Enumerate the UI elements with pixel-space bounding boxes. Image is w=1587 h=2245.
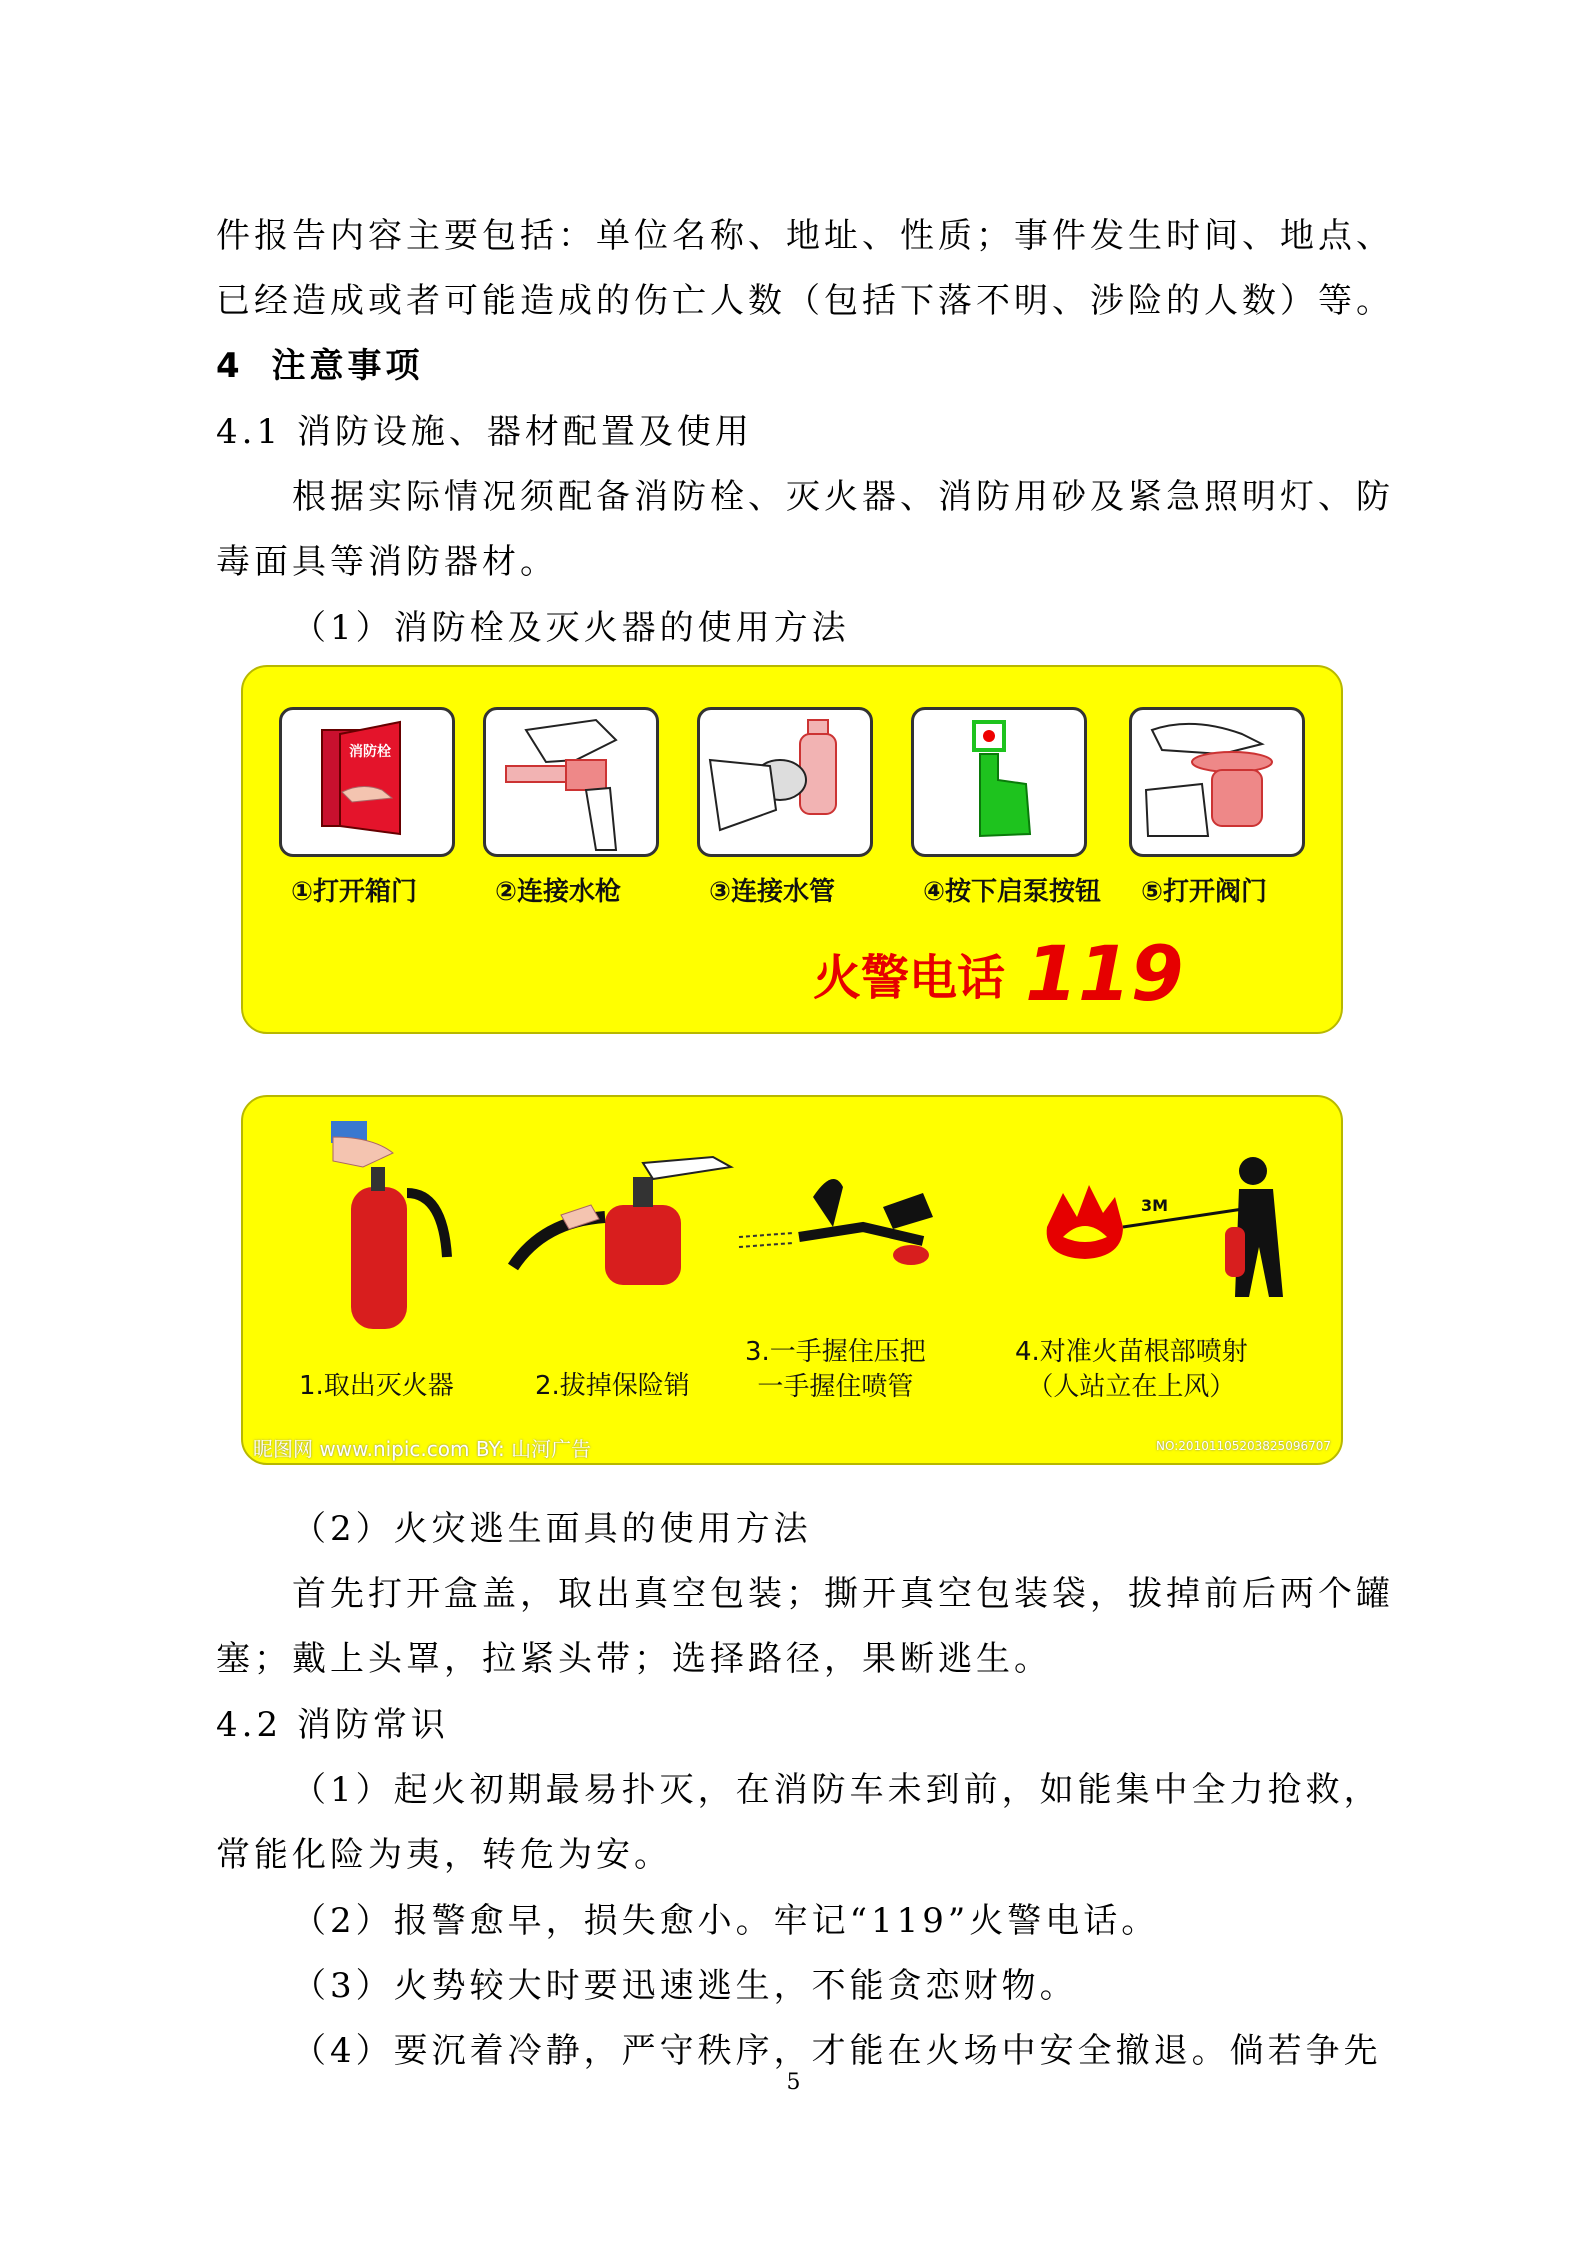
distance-label: 3M <box>1141 1196 1169 1215</box>
hose-coupling-icon <box>700 710 870 854</box>
extinguisher-illustrations <box>243 1097 1341 1347</box>
step-open-door-image <box>279 707 455 857</box>
step-label: ⑤打开阀门 <box>1141 877 1268 907</box>
fire-hotline <box>813 929 1184 1018</box>
item-title: （1）消防栓及灭火器的使用方法 <box>292 608 850 648</box>
hotline-text: 火警电话 <box>813 950 1006 1006</box>
extinguisher-take-out-icon <box>331 1121 447 1329</box>
tip-line: （1）起火初期最易扑灭，在消防车未到前，如能集中全力抢救， <box>292 1770 1382 1810</box>
step-label: ②连接水枪 <box>495 877 622 907</box>
subsection-heading: 4.1 消防设施、器材配置及使用 <box>216 412 753 452</box>
watermark-right: NO:20101105203825096707 <box>1156 1439 1331 1453</box>
body-text-line: 首先打开盒盖，取出真空包装；撕开真空包装袋，拔掉前后两个罐 <box>292 1574 1394 1614</box>
body-text-line: 根据实际情况须配备消防栓、灭火器、消防用砂及紧急照明灯、防 <box>292 477 1394 517</box>
tip-line: （3）火势较大时要迅速逃生，不能贪恋财物。 <box>292 1966 1078 2006</box>
tip-line: （4）要沉着冷静，严守秩序，才能在火场中安全撤退。倘若争先 <box>292 2031 1382 2071</box>
extinguisher-step-label: 2.拔掉保险销 <box>535 1371 690 1401</box>
extinguisher-instruction-panel <box>241 1095 1343 1465</box>
body-text-line: 塞；戴上头罩，拉紧头带；选择路径，果断逃生。 <box>216 1639 1052 1679</box>
hydrant-box-label: 消防栓 <box>349 744 391 760</box>
body-text-line: 已经造成或者可能造成的伤亡人数（包括下落不明、涉险的人数）等。 <box>216 281 1394 321</box>
extinguisher-aim-fire-icon <box>1047 1157 1283 1297</box>
section-title: 注意事项 <box>271 346 424 386</box>
step-open-valve-image <box>1129 707 1305 857</box>
extinguisher-step-label: 4.对准火苗根部喷射 （人站立在上风） <box>1015 1337 1248 1402</box>
watermark-left: 昵图网 www.nipic.com BY: 山河广告 <box>253 1437 592 1461</box>
extinguisher-step-label: 3.一手握住压把 一手握住喷管 <box>745 1337 926 1402</box>
extinguisher-squeeze-icon <box>739 1179 933 1265</box>
tip-line: 常能化险为夷，转危为安。 <box>216 1835 672 1875</box>
step-label: ③连接水管 <box>709 877 836 907</box>
step-connect-hose-image <box>697 707 873 857</box>
valve-icon <box>1132 710 1302 854</box>
tip-line: （2）报警愈早，损失愈小。牢记“119”火警电话。 <box>292 1901 1160 1941</box>
section-number: 4 <box>216 346 244 386</box>
step-connect-nozzle-image <box>483 707 659 857</box>
page-number: 5 <box>786 2070 801 2095</box>
step-label: ④按下启泵按钮 <box>923 877 1102 907</box>
item-title: （2）火灾逃生面具的使用方法 <box>292 1509 812 1549</box>
step-press-pump-button-image <box>911 707 1087 857</box>
subsection-heading: 4.2 消防常识 <box>216 1705 449 1745</box>
extinguisher-pull-pin-icon <box>513 1157 731 1285</box>
body-text-line: 毒面具等消防器材。 <box>216 542 558 582</box>
hydrant-box-icon <box>282 710 452 854</box>
body-text-line: 件报告内容主要包括：单位名称、地址、性质；事件发生时间、地点、 <box>216 216 1394 256</box>
pump-button-icon <box>914 710 1084 854</box>
hotline-number: 119 <box>1025 929 1184 1018</box>
section-heading <box>216 338 1371 387</box>
step-label: ①打开箱门 <box>291 877 418 907</box>
extinguisher-step-label: 1.取出灭火器 <box>299 1371 454 1401</box>
hydrant-instruction-panel <box>241 665 1343 1034</box>
nozzle-icon <box>486 710 656 854</box>
